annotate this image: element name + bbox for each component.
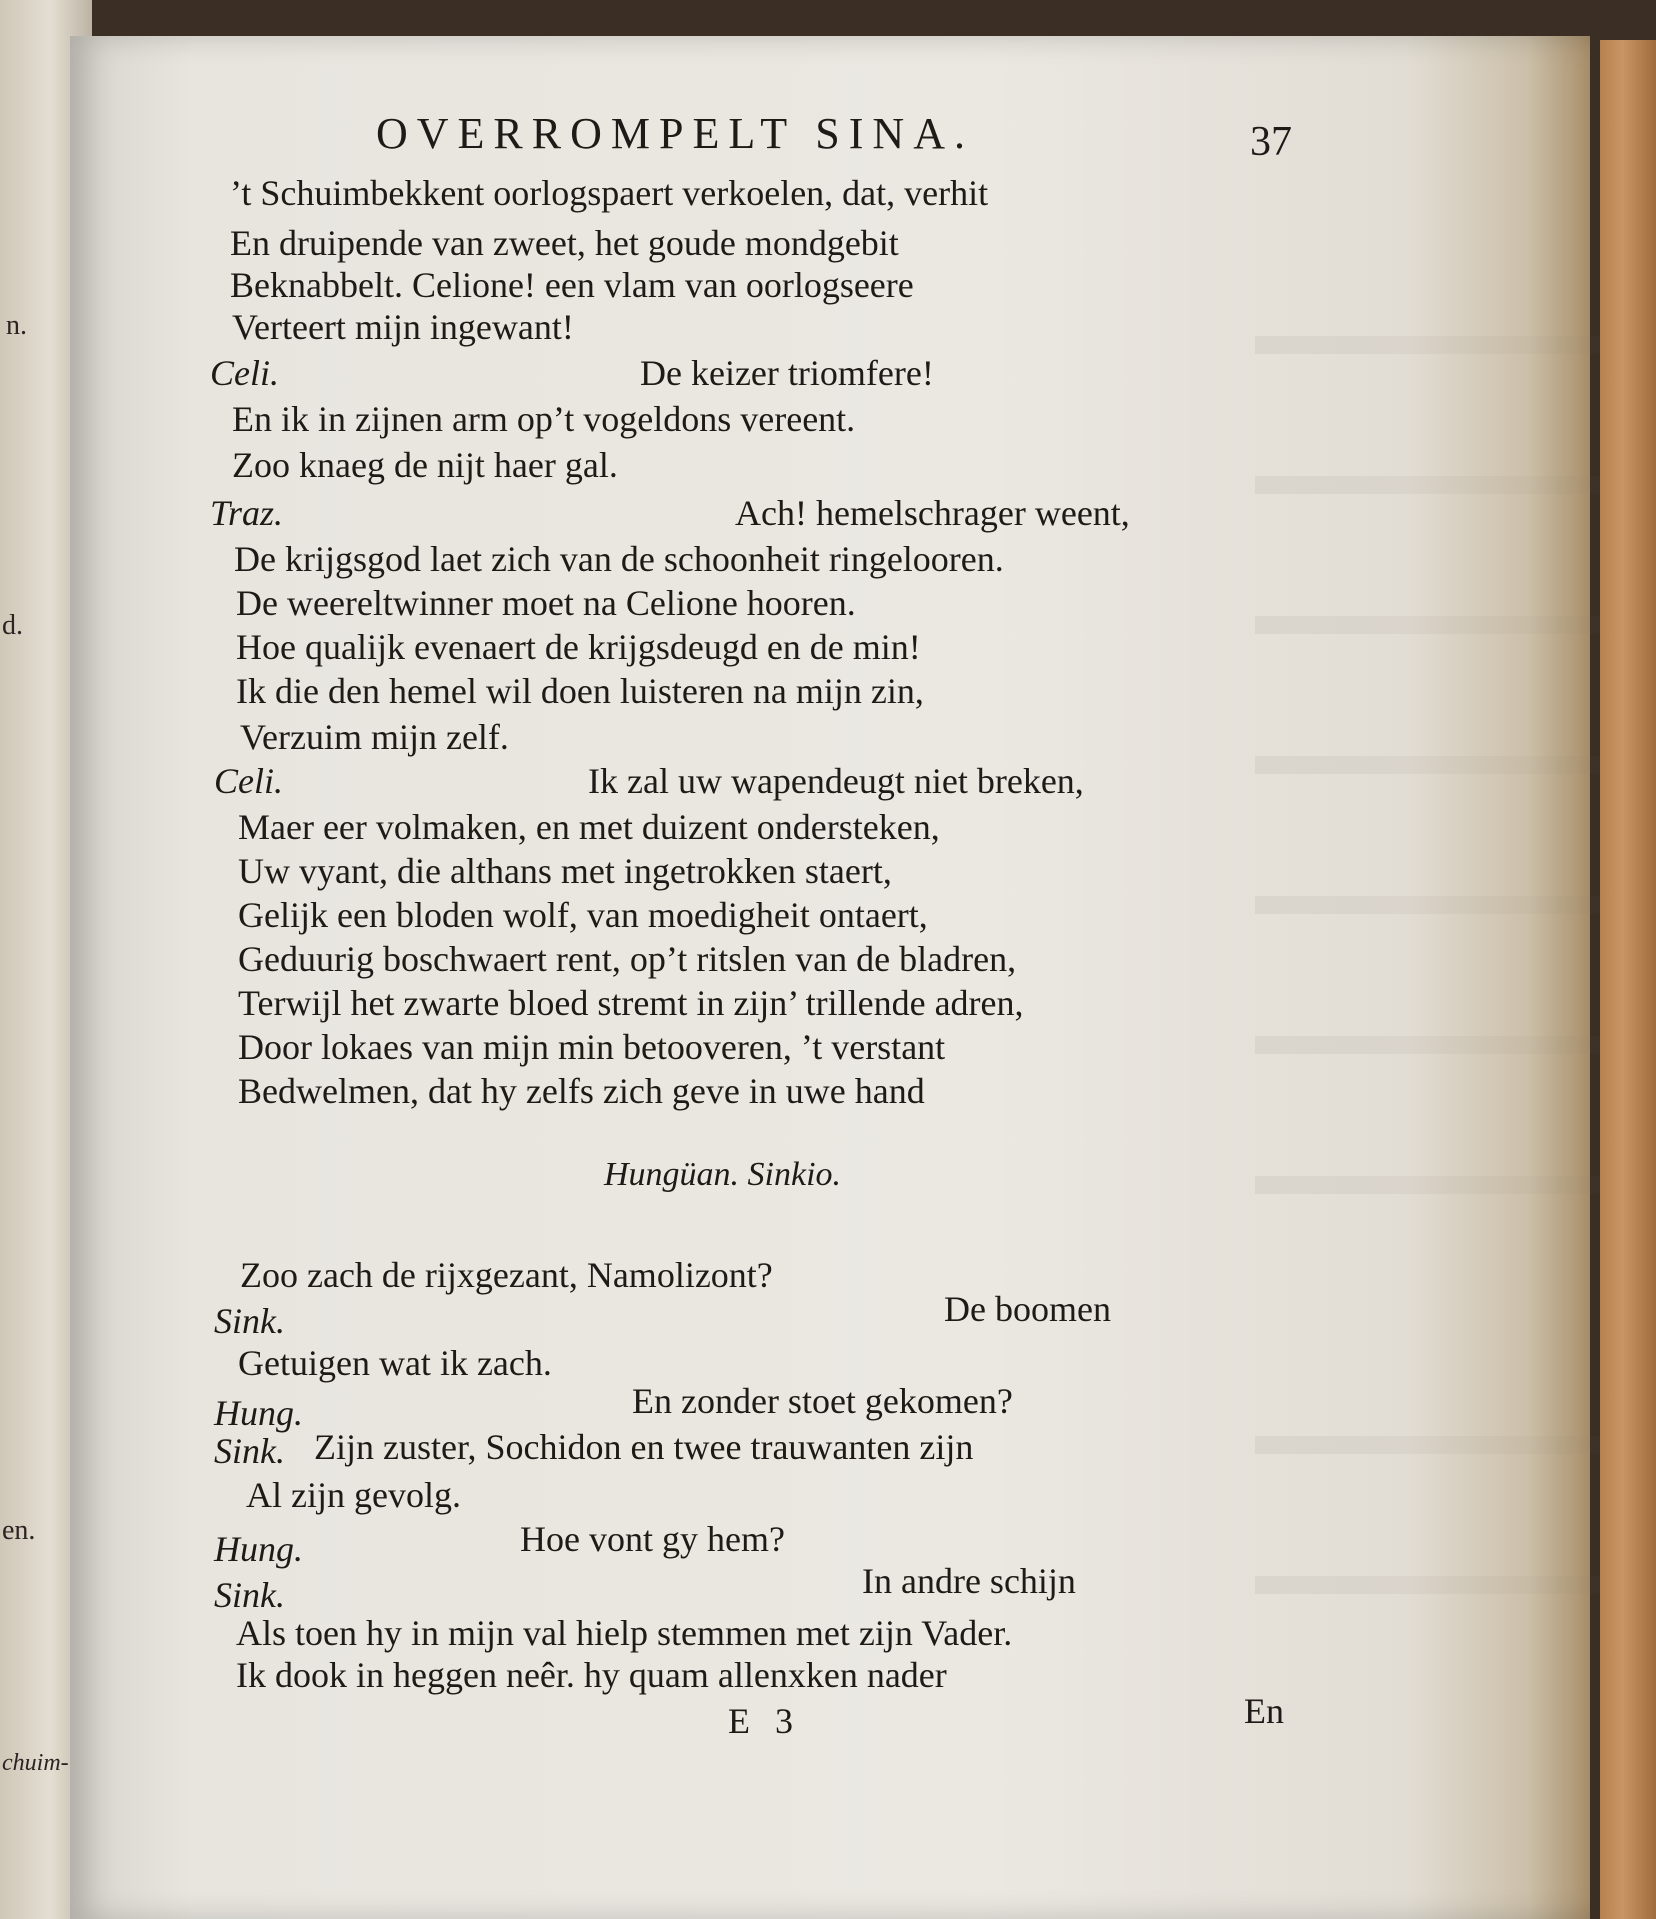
speaker-label: Hung.: [214, 1529, 303, 1569]
verse-line: Hoe vont gy hem?: [520, 1519, 785, 1559]
verse-line: En ik in zijnen arm op’t vogeldons vereent.: [232, 399, 856, 439]
verse-line: ’t Schuimbekkent oorlogspaert verkoelen, dat, verhit: [230, 173, 989, 213]
verse-line: Verzuim mijn zelf.: [240, 717, 509, 757]
verse-line: Als toen hy in mijn val hielp stemmen met zijn Vader.: [236, 1613, 1013, 1653]
verse-line: Al zijn gevolg.: [246, 1475, 461, 1515]
verse-line: En druipende van zweet, het goude mondgebit: [230, 223, 899, 263]
verse-line: In andre schijn: [862, 1561, 1076, 1601]
verse-line: Gelijk een bloden wolf, van moedigheit ontaert,: [238, 895, 928, 935]
verse-line: Beknabbelt. Celione! een vlam van oorlogseere: [230, 265, 914, 305]
verse-line: De krijgsgod laet zich van de schoonheit ringelooren.: [234, 539, 1004, 579]
verse-line: De keizer triomfere!: [640, 353, 934, 393]
verse-line: Verteert mijn ingewant!: [232, 307, 574, 347]
verse-line: Zoo knaeg de nijt haer gal.: [232, 445, 618, 485]
left-page-fragment: n.: [6, 310, 27, 341]
verse-line: Zoo zach de rijxgezant, Namolizont?: [240, 1255, 773, 1295]
verse-line: En zonder stoet gekomen?: [632, 1381, 1013, 1421]
catchword: En: [1244, 1691, 1284, 1731]
speaker-label: Celi.: [210, 353, 279, 393]
verse-line: Maer eer volmaken, en met duizent ondersteken,: [238, 807, 940, 847]
speaker-label: Sink.: [214, 1431, 285, 1471]
speaker-label: Celi.: [214, 761, 283, 801]
verse-line: Terwijl het zwarte bloed stremt in zijn’ trillende adren,: [238, 983, 1024, 1023]
verse-line: De boomen: [944, 1289, 1111, 1329]
book-binding: [1600, 40, 1656, 1919]
verse-line: Ach! hemelschrager weent,: [735, 493, 1130, 533]
left-page-fragment: chuim-: [2, 1750, 69, 1776]
page-number: 37: [1250, 119, 1292, 165]
verse-line: Ik dook in heggen neêr. hy quam allenxken nader: [236, 1655, 947, 1695]
verse-line: Uw vyant, die althans met ingetrokken staert,: [238, 851, 892, 891]
left-page-fragment: d.: [2, 610, 23, 641]
verse-line: De weereltwinner moet na Celione hooren.: [236, 583, 856, 623]
verse-line: Geduurig boschwaert rent, op’t ritslen van de bladren,: [238, 939, 1017, 979]
scene-characters: Hungüan. Sinkio.: [604, 1156, 842, 1193]
speaker-label: Sink.: [214, 1575, 285, 1615]
verse-line: Hoe qualijk evenaert de krijgsdeugd en de min!: [236, 627, 921, 667]
running-head: OVERROMPELT SINA.: [376, 109, 974, 158]
signature-mark: E 3: [728, 1701, 801, 1741]
verse-line: Ik die den hemel wil doen luisteren na mijn zin,: [236, 671, 924, 711]
left-page-fragment: en.: [2, 1515, 36, 1546]
verse-line: Ik zal uw wapendeugt niet breken,: [588, 761, 1084, 801]
speaker-label: Hung.: [214, 1393, 303, 1433]
verse-line: Door lokaes van mijn min betooveren, ’t verstant: [238, 1027, 946, 1067]
speaker-label: Sink.: [214, 1301, 285, 1341]
speaker-label: Traz.: [210, 493, 284, 533]
verse-line: Bedwelmen, dat hy zelfs zich geve in uwe hand: [238, 1071, 925, 1111]
verse-line: Zijn zuster, Sochidon en twee trauwanten zijn: [314, 1427, 974, 1467]
verse-line: Getuigen wat ik zach.: [238, 1343, 552, 1383]
